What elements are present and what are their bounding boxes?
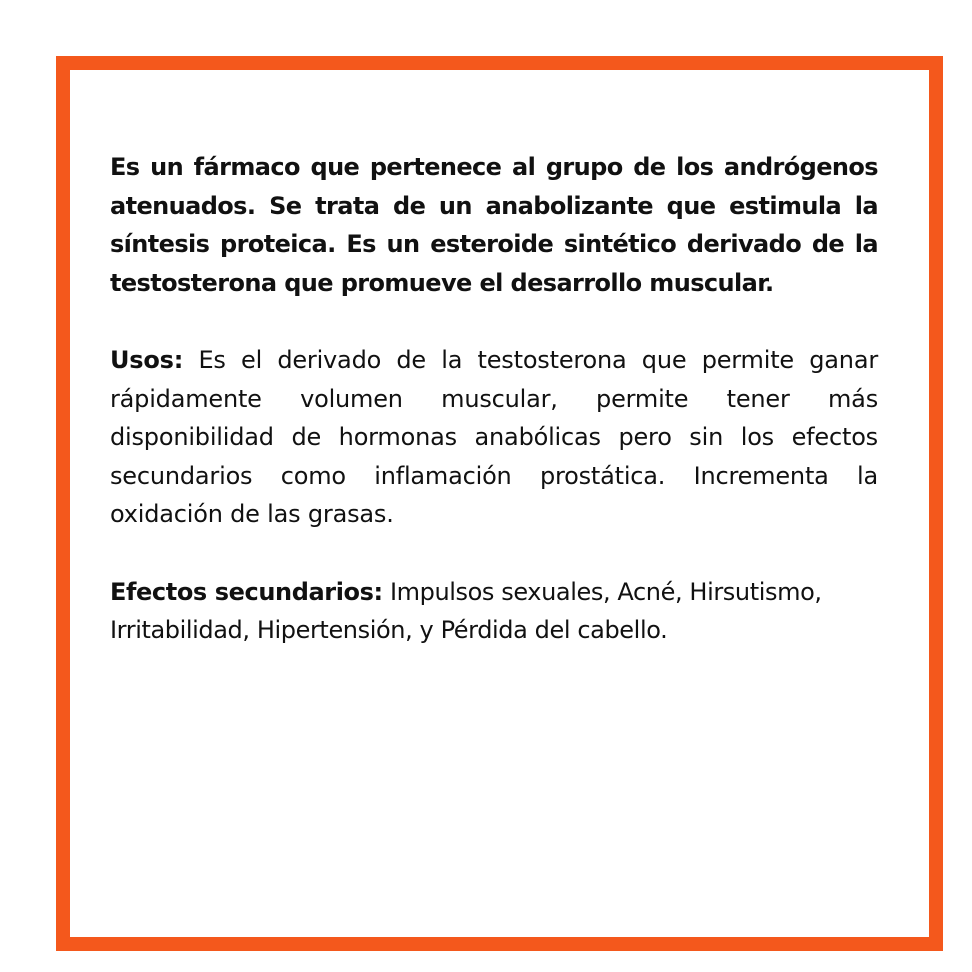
uses-label: Usos: [110, 346, 184, 374]
text-content [110, 148, 878, 650]
uses-text: Es el derivado de la testosterona que permite ganar rápidamente volumen muscular, permite tener más disponibilidad de hormonas anabólicas pero sin los efectos secundarios como inflamación prostática. Incrementa la oxidación de las grasas. [110, 346, 878, 528]
side-effects-text: Impulsos sexuales, Acné, Hirsutismo, Irritabilidad, Hipertensión, y Pérdida del cabello. [110, 577, 822, 644]
intro-paragraph: Es un fármaco que pertenece al grupo de los andrógenos atenuados. Se trata de un anabolizante que estimula la síntesis proteica. Es un esteroide sintético derivado de la testosterona que promueve el desarrollo muscular. [110, 153, 878, 297]
side-effects-paragraph [110, 573, 878, 650]
side-effects-label: Efectos secundarios: [110, 577, 383, 606]
uses-paragraph [110, 341, 878, 534]
orange-border-frame [56, 56, 943, 951]
